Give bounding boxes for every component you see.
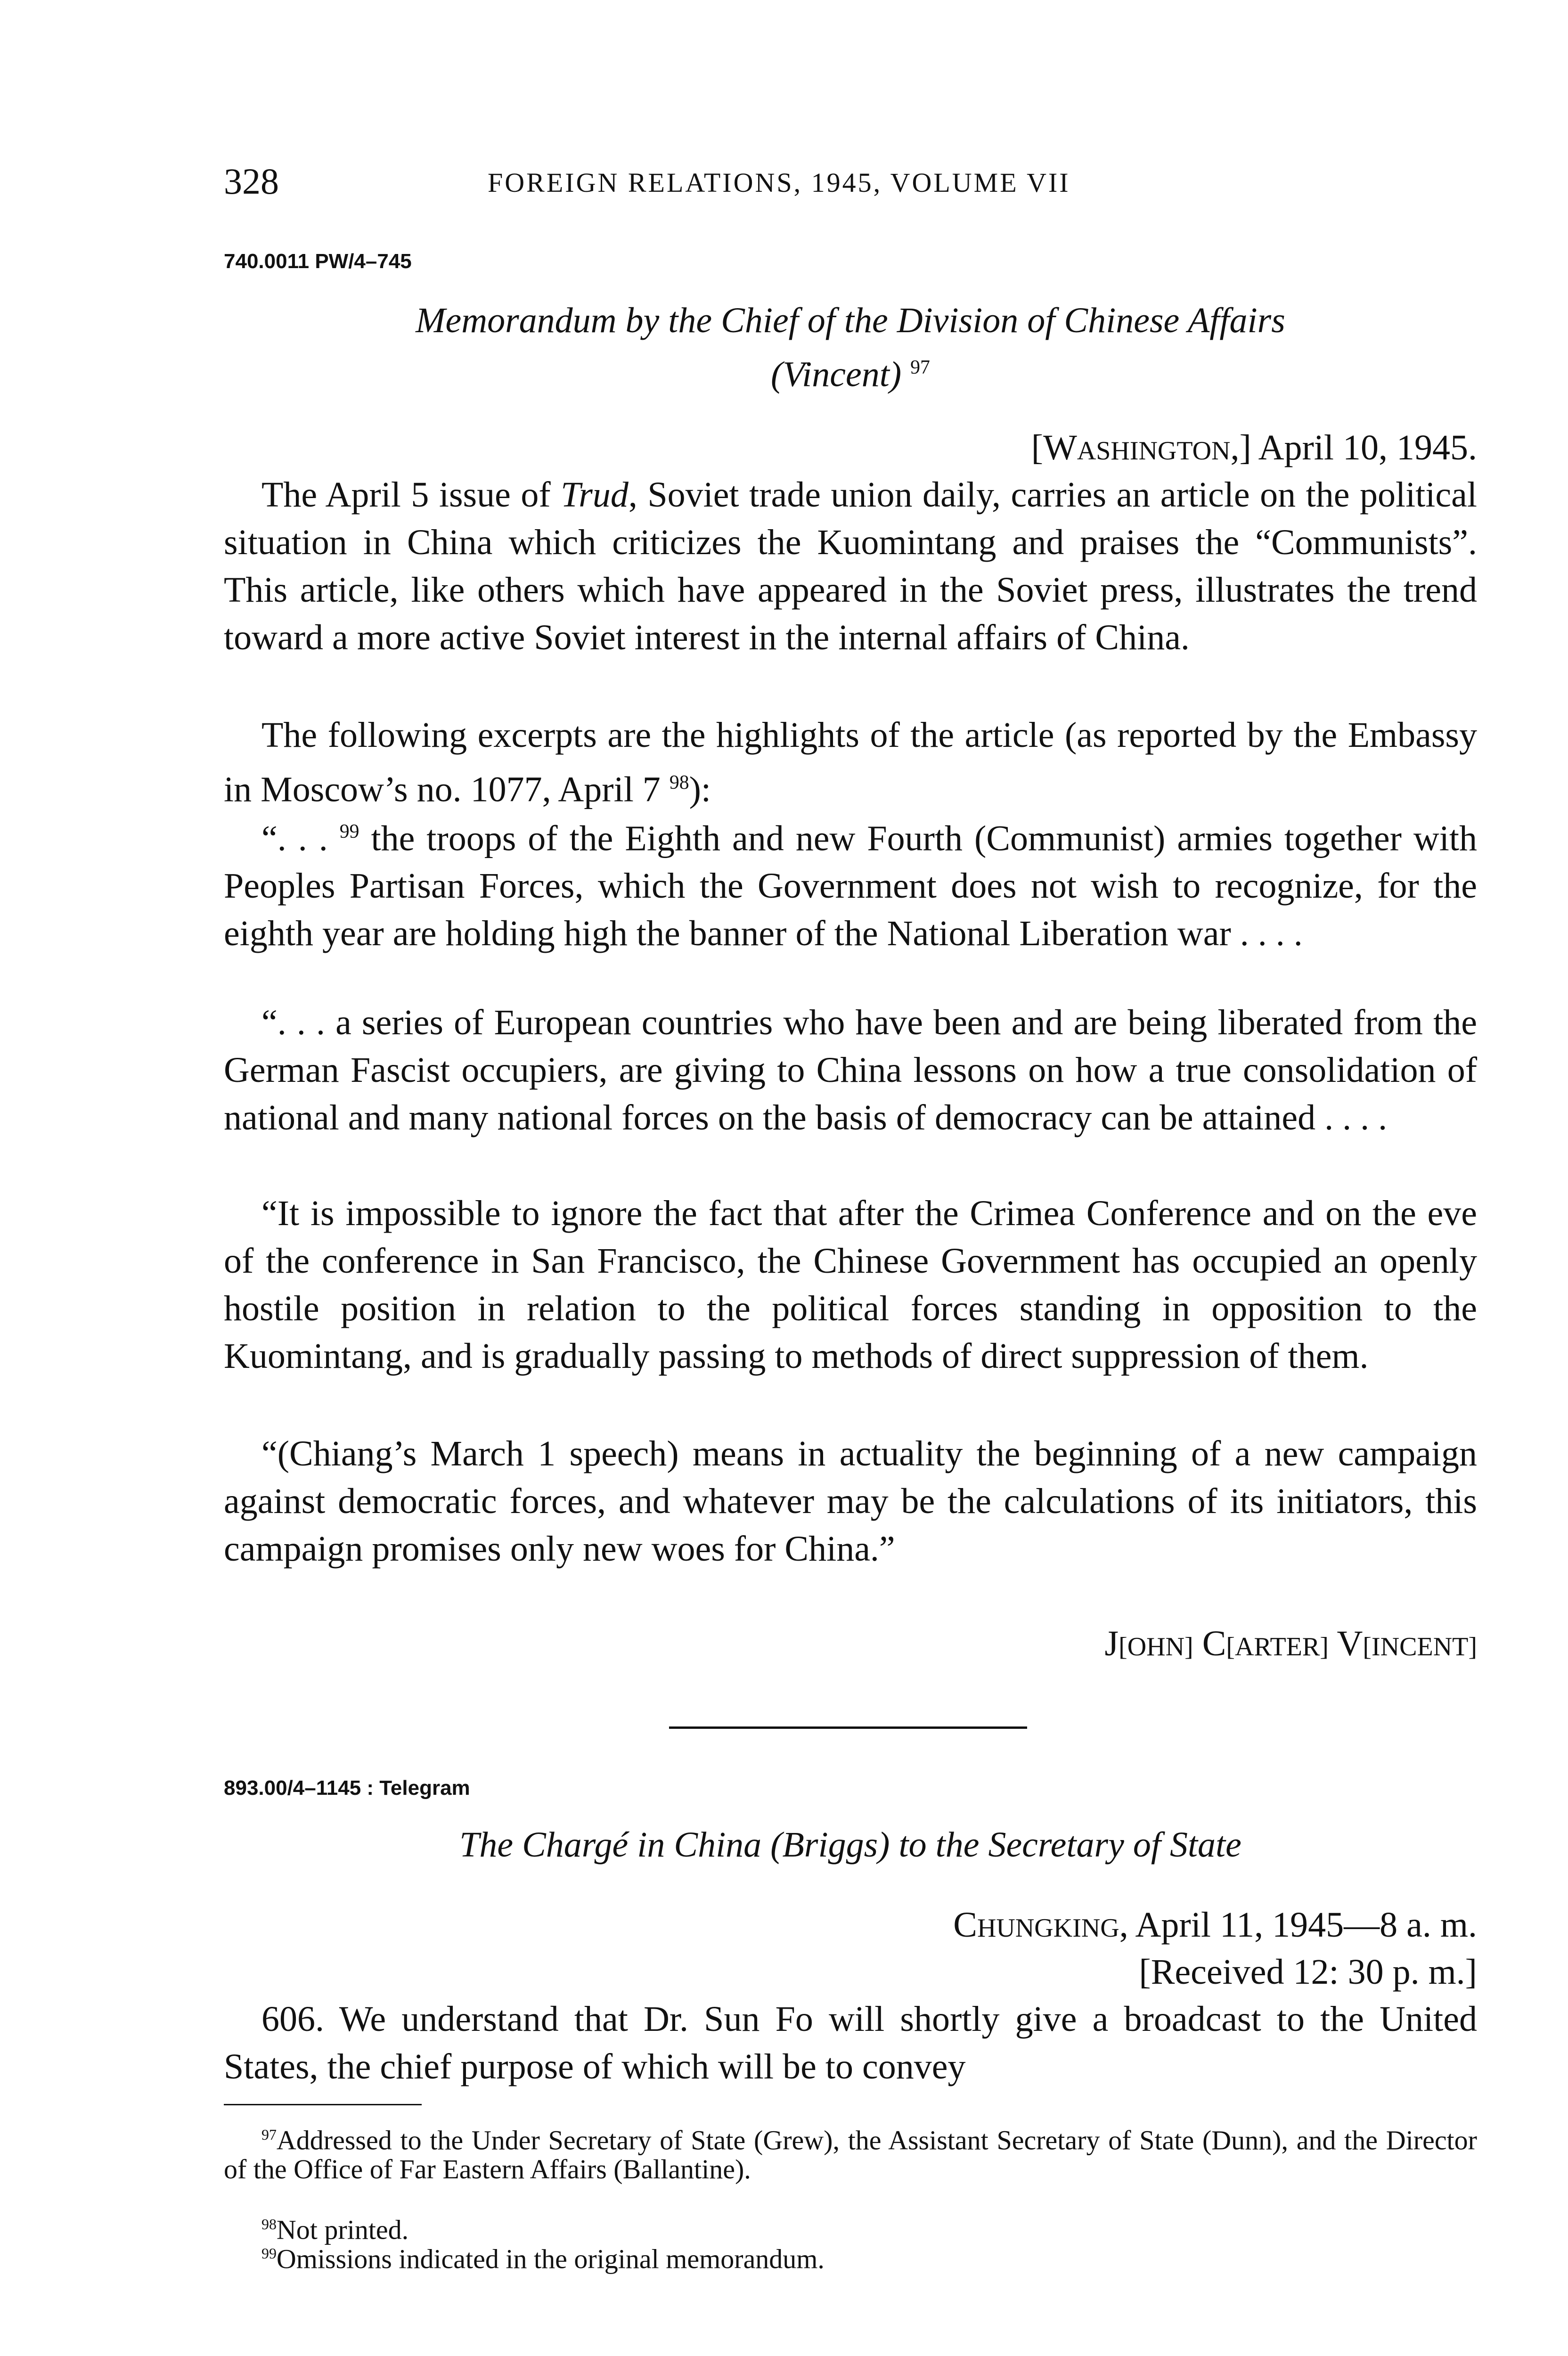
signature-part: [OHN] (1119, 1632, 1193, 1661)
telegram-paragraph-1: 606. We understand that Dr. Sun Fo will shortly give a broadcast to the United States, the chief purpose of which will be to convey (224, 1999, 1477, 2086)
file-reference-memorandum: 740.0011 PW/4–745 (224, 250, 412, 273)
memorandum-paragraph-2 (224, 712, 1477, 813)
memorandum-title-line2 (224, 344, 1477, 398)
signature-initial: V (1328, 1624, 1363, 1663)
newspaper-name: Trud (561, 475, 629, 515)
footnote-mark: 98 (669, 772, 689, 794)
paragraph-text: the troops of the Eighth and new Fourth (Communist) armies together with Peoples Partisan Forces, which the Government does not wish to recognize, for the eighth year are holding high the banner of the National Liberation war . . . . (224, 818, 1478, 954)
signature-part: [INCENT] (1363, 1632, 1477, 1661)
dateline-place-initial: C (953, 1905, 977, 1945)
dateline-bracket: [ (1031, 428, 1044, 467)
footnote-text: Addressed to the Under Secretary of State (Grew), the Assistant Secretary of State (Dunn), and the Director of the Office of Far Eastern Affairs (Ballantine). (224, 2125, 1477, 2185)
quote-paragraph-1 (224, 808, 1477, 957)
paragraph-text: The April 5 issue of (261, 475, 561, 515)
signature-initial: C (1193, 1624, 1226, 1663)
memorandum-title-author: (Vincent) (771, 354, 902, 394)
signature-part: [ARTER] (1226, 1632, 1329, 1661)
paragraph-text: The following excerpts are the highlights of the article (as reported by the Embassy in Moscow’s no. 1077, April 7 (224, 715, 1477, 810)
footnote-number: 97 (261, 2127, 277, 2143)
memorandum-paragraph-1 (224, 471, 1477, 662)
quote-paragraph-2: “. . . a series of European countries who have been and are being liberated from the German Fascist occupiers, are giving to China lessons on how a true consolidation of national and many national forces on the basis of democracy can be attained . . . . (224, 1003, 1477, 1137)
footnote-rule (224, 2104, 422, 2105)
dateline-bracket-close: ,] (1230, 428, 1251, 467)
paragraph-text: , Soviet trade union daily, carries an article on the political situation in China which criticizes the Kuomintang and praises the “Communists”. This article, like others which have appeared in the Soviet press, illustrates the trend toward a more active Soviet interest in the internal affairs of China. (224, 475, 1477, 657)
dateline-date: , April 11, 1945—8 a. m. (1119, 1905, 1477, 1945)
memorandum-dateline (224, 424, 1477, 474)
memorandum-signature (224, 1623, 1477, 1664)
footnote-text: Not printed. (276, 2214, 409, 2245)
paragraph-text: ): (689, 769, 711, 810)
telegram-title: The Chargé in China (Briggs) to the Secretary of State (459, 1825, 1241, 1865)
telegram-received: [Received 12: 30 p. m.] (1139, 1952, 1477, 1992)
footnote-number: 98 (261, 2216, 277, 2233)
memorandum-title (224, 297, 1477, 398)
footnote-97 (224, 2120, 1477, 2184)
footnote-mark: 97 (910, 357, 930, 378)
quote-paragraph-3: “It is impossible to ignore the fact that after the Crimea Conference and on the eve of the conference in San Francisco, the Chinese Government has occupied an openly hostile position in relation to the political forces standing in opposition to the Kuomintang, and is gradually passing to methods of direct suppression of them. (224, 1194, 1477, 1376)
footnote-mark: 99 (339, 821, 359, 843)
memorandum-title-line1: Memorandum by the Chief of the Division of Chinese Affairs (416, 301, 1285, 340)
paragraph-text: “. . . (261, 818, 328, 859)
running-head (224, 160, 1477, 212)
page-number: 328 (224, 161, 279, 202)
footnote-number: 99 (261, 2245, 277, 2262)
dateline-date: April 10, 1945. (1251, 428, 1477, 467)
footnote-text: Omissions indicated in the original memorandum. (276, 2243, 825, 2274)
file-reference-telegram: 893.00/4–1145 : Telegram (224, 1776, 470, 1800)
footnote-99 (224, 2239, 1477, 2274)
dateline-place: HUNGKING (977, 1914, 1119, 1943)
running-title: FOREIGN RELATIONS, 1945, VOLUME VII (488, 167, 1070, 198)
telegram-dateline (224, 1901, 1477, 1952)
signature-initial: J (1104, 1624, 1119, 1663)
dateline-place-initial: W (1043, 428, 1077, 467)
dateline-place: ASHINGTON (1077, 436, 1231, 466)
section-divider (669, 1726, 1027, 1729)
quote-paragraph-4: “(Chiang’s March 1 speech) means in actuality the beginning of a new campaign against democratic forces, and whatever may be the calculations of its initiators, this campaign promises only new woes for China.” (224, 1434, 1477, 1569)
